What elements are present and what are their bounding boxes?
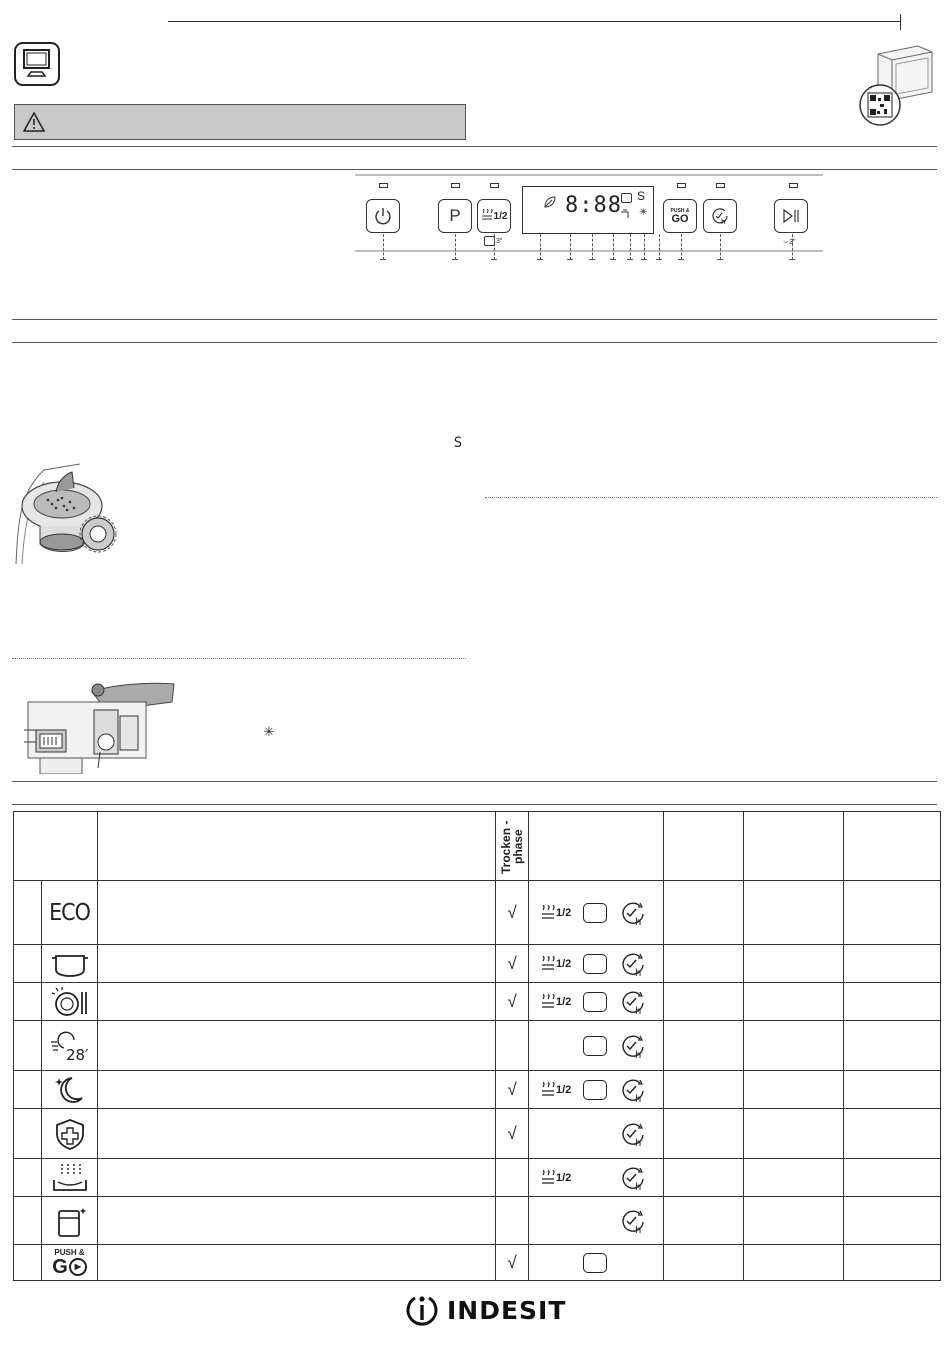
play-pause-icon <box>781 208 801 224</box>
header-description-cell <box>98 812 496 881</box>
prewash-icon <box>42 1162 97 1194</box>
delay-start-option-icon <box>619 1208 647 1234</box>
row-number-cell <box>14 1021 42 1071</box>
col8-cell <box>844 1159 941 1197</box>
drying-check-mark: √ <box>507 1079 517 1099</box>
table-row <box>14 1159 941 1197</box>
delay-start-option-icon <box>619 1121 647 1147</box>
brand-logo <box>403 1292 566 1328</box>
drying-phase-cell <box>496 945 529 983</box>
delay-start-button[interactable] <box>703 199 737 233</box>
options-cell <box>529 1159 664 1197</box>
svg-text:h: h <box>635 1049 642 1059</box>
half-load-option <box>541 1082 571 1098</box>
program-description-cell <box>98 1021 496 1071</box>
col7-cell <box>744 1071 844 1109</box>
panel-top-edge <box>355 174 823 176</box>
callout-line <box>644 234 645 260</box>
delay-start-option-icon <box>619 1165 647 1191</box>
led-program <box>451 183 460 188</box>
options-cell <box>529 983 664 1021</box>
callout-line <box>792 234 793 260</box>
drying-phase-cell <box>496 1245 529 1281</box>
callout-line <box>681 234 682 260</box>
hygiene-shield-icon <box>42 1118 97 1150</box>
tablet-option-icon <box>583 1036 607 1056</box>
svg-text:h: h <box>635 967 642 977</box>
push-go-top-label: PUSH & <box>670 207 690 214</box>
tap-indicator-icon <box>620 208 632 220</box>
options-cell <box>529 945 664 983</box>
tablet-option-icon <box>583 903 607 923</box>
start-pause-time-label: 3" <box>789 238 796 246</box>
delay-start-option-icon <box>619 951 647 977</box>
callout-line <box>455 234 456 260</box>
night-moon-icon <box>42 1074 97 1106</box>
drying-check-mark: √ <box>507 1123 517 1143</box>
drying-check-mark: √ <box>507 902 517 922</box>
callout-tick <box>567 259 573 260</box>
col7-cell <box>744 1159 844 1197</box>
options-cell <box>529 1021 664 1071</box>
monitor-icon <box>14 42 60 86</box>
pot-icon <box>42 948 97 980</box>
drying-phase-cell <box>496 1197 529 1245</box>
svg-text:h: h <box>635 1181 642 1191</box>
tablet-time-label: 3" <box>496 237 503 245</box>
delay-start-option-icon <box>619 989 647 1015</box>
col6-cell <box>664 1071 744 1109</box>
program-icon-cell <box>42 1197 98 1245</box>
callout-tick <box>610 259 616 260</box>
col7-cell <box>744 945 844 983</box>
header-drying-cell <box>496 812 529 881</box>
push-go-button[interactable] <box>663 199 697 233</box>
half-load-option-label: 1/2 <box>556 1171 572 1184</box>
callout-line <box>630 234 631 260</box>
push-go-icon <box>42 1249 97 1277</box>
section-rule-5 <box>12 781 937 782</box>
salt-symbol: S <box>453 435 463 451</box>
program-icon-cell <box>42 1109 98 1159</box>
row-number-cell <box>14 1159 42 1197</box>
callout-tick <box>452 259 458 260</box>
drying-phase-cell <box>496 1071 529 1109</box>
display-digits: 8:88 <box>565 193 622 218</box>
col6-cell <box>664 945 744 983</box>
callout-tick <box>678 259 684 260</box>
delay-start-option-icon <box>619 1077 647 1103</box>
half-load-option-label: 1/2 <box>556 906 572 919</box>
options-cell <box>529 1109 664 1159</box>
eco-icon <box>42 900 97 926</box>
svg-text:28′: 28′ <box>65 1045 88 1062</box>
program-description-cell <box>98 1109 496 1159</box>
drying-phase-cell <box>496 1021 529 1071</box>
panel-bottom-edge <box>355 250 823 252</box>
callout-tick <box>789 259 795 260</box>
programs-table <box>13 811 941 1281</box>
salt-reservoir-illustration <box>14 462 124 571</box>
svg-text:h: h <box>721 218 726 226</box>
col7-cell <box>744 1021 844 1071</box>
program-button-label: P <box>449 206 461 225</box>
section-rule-1 <box>12 146 937 147</box>
row-number-cell <box>14 1071 42 1109</box>
col6-cell <box>664 1021 744 1071</box>
col8-cell <box>844 1071 941 1109</box>
detergent-dotted-rule <box>12 658 466 659</box>
section-rule-3 <box>12 319 937 320</box>
tablet-option-icon <box>583 992 607 1012</box>
callout-line <box>659 234 660 260</box>
col8-cell <box>844 1109 941 1159</box>
program-description-cell <box>98 1197 496 1245</box>
col7-cell <box>744 1109 844 1159</box>
program-description-cell <box>98 945 496 983</box>
section-rule-2 <box>12 169 937 170</box>
table-row <box>14 1245 941 1281</box>
drying-check-mark: √ <box>507 1252 517 1272</box>
row-number-cell <box>14 1245 42 1281</box>
section-rule-4 <box>12 342 937 343</box>
push-go-icon-bottom: G ▶ <box>52 1257 87 1277</box>
svg-text:h: h <box>635 1005 642 1015</box>
salt-symbol-box <box>449 435 467 451</box>
salt-dotted-rule <box>485 497 937 498</box>
col6-cell <box>664 1109 744 1159</box>
program-icon-cell <box>42 881 98 945</box>
callout-tick <box>589 259 595 260</box>
col7-cell <box>744 1197 844 1245</box>
header-col7-cell <box>744 812 844 881</box>
callout-tick <box>627 259 633 260</box>
col6-cell <box>664 1159 744 1197</box>
eco-leaf-icon <box>543 195 557 209</box>
rinse-aid-glyph: ✳ <box>263 724 275 739</box>
options-cell <box>529 1071 664 1109</box>
drying-phase-cell <box>496 983 529 1021</box>
power-icon <box>373 206 393 226</box>
start-pause-3s-hint <box>783 237 796 247</box>
callout-tick <box>537 259 543 260</box>
callout-tick <box>656 259 662 260</box>
daily-plate-icon <box>42 986 97 1018</box>
program-icon-cell <box>42 945 98 983</box>
row-number-cell <box>14 983 42 1021</box>
delay-start-option-icon <box>619 900 647 926</box>
led-start-pause <box>789 183 798 188</box>
led-power <box>379 183 388 188</box>
half-load-option-label: 1/2 <box>556 995 572 1008</box>
half-load-label: 1/2 <box>493 210 508 222</box>
salt-indicator: S <box>637 189 646 203</box>
svg-text:h: h <box>635 1224 642 1234</box>
row-number-cell <box>14 945 42 983</box>
delay-start-option-icon <box>619 1033 647 1059</box>
drying-check-mark: √ <box>507 991 517 1011</box>
program-description-cell <box>98 983 496 1021</box>
led-half-load <box>490 183 499 188</box>
table-row <box>14 983 941 1021</box>
section-rule-6 <box>12 804 937 805</box>
svg-text:h: h <box>635 1093 642 1103</box>
eco-icon-text: ECO <box>49 899 90 926</box>
col8-cell <box>844 1245 941 1281</box>
half-load-option <box>541 956 571 972</box>
warning-bar <box>14 104 466 140</box>
program-button[interactable] <box>438 199 472 233</box>
brand-name: INDESIT <box>447 1295 567 1325</box>
half-load-option <box>541 1170 571 1186</box>
row-number-cell <box>14 1109 42 1159</box>
half-load-option-label: 1/2 <box>556 1083 572 1096</box>
col7-cell <box>744 983 844 1021</box>
half-load-option-label: 1/2 <box>556 957 572 970</box>
tablet-indicator-icon <box>621 193 632 203</box>
half-load-option <box>541 905 571 921</box>
rinse-aid-symbol <box>261 724 277 740</box>
table-row <box>14 945 941 983</box>
half-load-option-icon <box>541 905 555 921</box>
col6-cell <box>664 983 744 1021</box>
row-number-cell <box>14 881 42 945</box>
start-pause-button[interactable] <box>774 199 808 233</box>
rinse-aid-indicator-icon: ✳ <box>639 207 648 218</box>
table-row <box>14 1071 941 1109</box>
table-row <box>14 1109 941 1159</box>
callout-line <box>592 234 593 260</box>
header-drying-label: Trocken - phase <box>499 820 525 874</box>
fast-28-icon <box>42 1030 97 1062</box>
indesit-power-logo-icon <box>403 1292 441 1328</box>
top-rule <box>168 21 901 22</box>
power-button[interactable] <box>366 199 400 233</box>
warning-triangle-icon <box>22 111 46 133</box>
program-icon-cell <box>42 1245 98 1281</box>
drying-phase-cell <box>496 1159 529 1197</box>
options-cell <box>529 1197 664 1245</box>
col6-cell <box>664 1245 744 1281</box>
push-go-icon-wrap <box>52 1249 87 1277</box>
drain-icon: ⌣ <box>783 237 789 246</box>
push-go-bottom-label: GO <box>671 212 689 225</box>
header-options-cell <box>529 812 664 881</box>
half-load-option-icon <box>541 956 555 972</box>
table-row <box>14 1021 941 1071</box>
drying-phase-cell <box>496 1109 529 1159</box>
options-cell <box>529 881 664 945</box>
program-icon-cell <box>42 1021 98 1071</box>
tablet-option-icon <box>583 1080 607 1100</box>
col7-cell <box>744 1245 844 1281</box>
drying-phase-cell <box>496 881 529 945</box>
header-col6-cell <box>664 812 744 881</box>
callout-tick <box>380 259 386 260</box>
col6-cell <box>664 881 744 945</box>
col8-cell <box>844 983 941 1021</box>
self-clean-icon <box>42 1205 97 1237</box>
callout-line <box>494 234 495 260</box>
col8-cell <box>844 1021 941 1071</box>
detergent-dispenser-illustration <box>22 682 177 779</box>
header-col8-cell <box>844 812 941 881</box>
program-description-cell <box>98 1071 496 1109</box>
top-rule-end <box>900 14 901 30</box>
half-load-button[interactable] <box>477 199 511 233</box>
col8-cell <box>844 945 941 983</box>
col6-cell <box>664 1197 744 1245</box>
drying-check-mark: √ <box>507 953 517 973</box>
header-program-cell <box>14 812 98 881</box>
svg-text:h: h <box>635 1137 642 1147</box>
table-row <box>14 1197 941 1245</box>
program-description-cell <box>98 881 496 945</box>
options-cell <box>529 1245 664 1281</box>
callout-tick <box>717 259 723 260</box>
digital-display <box>522 186 654 234</box>
led-push-go <box>677 183 686 188</box>
callout-line <box>613 234 614 260</box>
half-load-icon <box>481 209 493 223</box>
program-icon-cell <box>42 1071 98 1109</box>
tablet-option-icon <box>583 1253 607 1273</box>
program-icon-cell <box>42 1159 98 1197</box>
table-header-row <box>14 812 941 881</box>
half-load-option <box>541 994 571 1010</box>
callout-line <box>383 234 384 260</box>
tablet-option-icon <box>583 954 607 974</box>
col8-cell <box>844 881 941 945</box>
row-number-cell <box>14 1197 42 1245</box>
program-description-cell <box>98 1245 496 1281</box>
callout-line <box>570 234 571 260</box>
svg-text:h: h <box>635 916 642 926</box>
push-go-icon-top: PUSH & <box>54 1247 85 1257</box>
callout-tick <box>491 259 497 260</box>
half-load-option-icon <box>541 1170 555 1186</box>
dishwasher-qr-icon <box>856 40 936 126</box>
program-description-cell <box>98 1159 496 1197</box>
callout-tick <box>641 259 647 260</box>
callout-line <box>540 234 541 260</box>
half-load-option-icon <box>541 994 555 1010</box>
table-row <box>14 881 941 945</box>
col7-cell <box>744 881 844 945</box>
program-icon-cell <box>42 983 98 1021</box>
callout-line <box>720 234 721 260</box>
delay-timer-icon <box>710 206 730 226</box>
col8-cell <box>844 1197 941 1245</box>
half-load-option-icon <box>541 1082 555 1098</box>
led-delay <box>716 183 725 188</box>
